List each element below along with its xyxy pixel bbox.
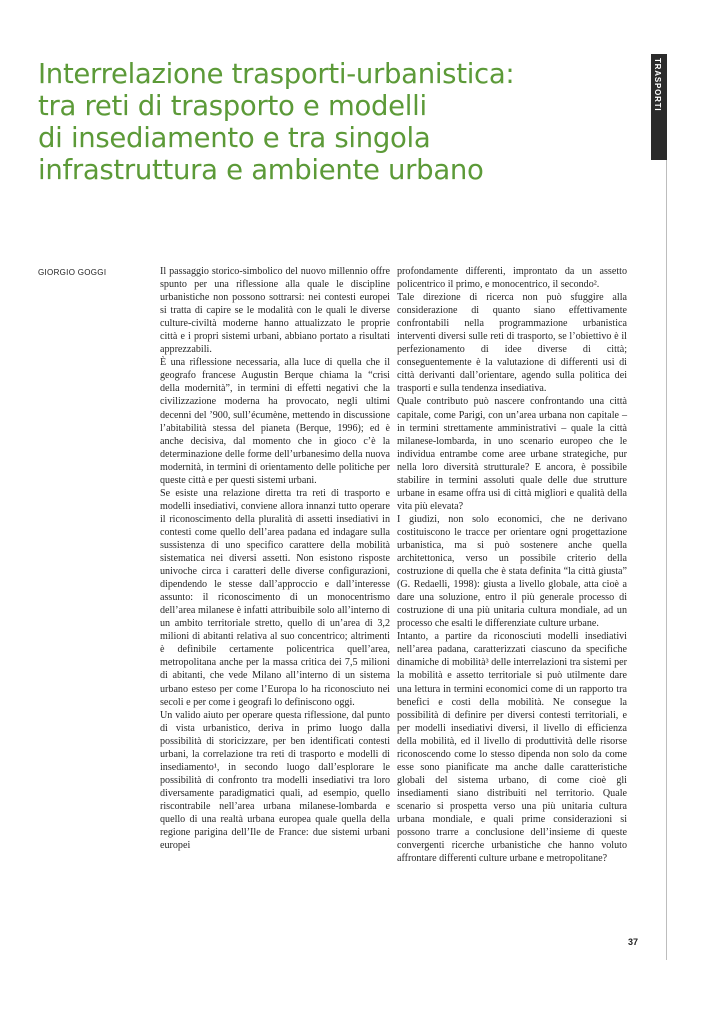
author-name: GIORGIO GOGGI	[38, 268, 107, 277]
page-number: 37	[628, 937, 639, 947]
paragraph: Quale contributo può nascere confrontando una città capitale, come Parigi, con un’area urbana non capitale – in termini strettamente amministrativi – quale la città milanese-lombarda, in uno scenario europeo che le individua entrambe come aree urbane strategiche, pur nella loro diversità strutturale? E ancora, è possibile stabilire in termini assoluti quale delle due strutture urbane in esame offra usi di città migliori e qualità della vita più elevata?	[397, 396, 627, 512]
text-column-left	[160, 265, 390, 852]
paragraph: Se esiste una relazione diretta tra reti di trasporto e modelli insediativi, conviene allora innanzi tutto operare il riconoscimento della pluralità di assetti insediativi in contesti come quello dell’area padana ed indagare sulla sussistenza di uno specifico carattere della mobilità sistematica nei diversi assetti. Non esistono risposte univoche circa i caratteri delle diverse configurazioni, dipendendo le stesse dall’approccio e dall’interesse assunto: il riconoscimento di un monocentrismo dell’area milanese è infatti attribuibile solo all’interno di un ambito territoriale stretto, quello di un’area di 3,2 milioni di abitanti relativa al suo concentrico; altrimenti è definibile certamente policentrica quell’area, metropolitana anche per la massa critica dei 7,5 milioni di abitanti, che vede Milano all’interno di un sistema urbano esteso per come l’Europa lo ha riconosciuto nei secoli e per come i geografi lo definiscono oggi.	[160, 487, 390, 708]
page-edge-divider	[666, 160, 667, 960]
title-line: infrastruttura e ambiente urbano	[38, 154, 484, 186]
text-column-right	[397, 265, 627, 865]
paragraph: I giudizi, non solo economici, che ne derivano costituiscono le tracce per orientare ogni progettazione urbanistica, ma si può sostenere anche quella architettonica, verso un possibile criterio della costruzione di quella che è stata definita “la città giusta” (G. Redaelli, 1998): giusta a livello globale, atta cioè a dare una soluzione, entro il più generale processo di costruzione di una più unitaria cultura mondiale, ad un processo che esalti le differenziate culture urbane.	[397, 513, 627, 630]
article-title	[38, 58, 618, 186]
title-line: di insediamento e tra singola	[38, 122, 431, 154]
paragraph: Intanto, a partire da riconosciuti modelli insediativi nell’area padana, caratterizzati ciascuno da specifiche dinamiche di mobilità³ delle interrelazioni tra sistemi per la mobilità e assetto territoriale si può utilmente dare una lettura in termini economici come di un rapporto tra benefici e costi della mobilità. Ne consegue la possibilità di definire per diversi contesti territoriali, e per modelli insediativi diversi, il livello di efficienza della mobilità, ed il livello di produttività delle risorse riconoscendo come lo stesso dipenda non solo da come esse sono pianificate ma anche dalle caratteristiche globali del sistema urbano, di come cioè gli insediamenti siano distribuiti nel territorio. Quale scenario si prospetta verso una più unitaria cultura urbana mondiale, e quali prime considerazioni si possono trarre a conclusione dell’insieme di queste convergenti ricerche urbanistiche che hanno voluto affrontare differenti culture urbane e metropolitane?	[397, 631, 627, 865]
paragraph: È una riflessione necessaria, alla luce di quella che il geografo francese Augustin Berque chiama la “crisi della modernità”, in termini di effetti negativi che la civilizzazione moderna ha provocato, negli ultimi decenni del ’900, sull’écumène, mettendo in discussione l’abitabilità stessa del pianeta (Berque, 1996); ed è anche decisiva, dal momento che in gioco c’è la determinazione delle forme dell’urbanesimo della nuova modernità, in termini di orientamento delle politiche per queste città e per questi sistemi urbani.	[160, 357, 390, 486]
section-tab	[651, 54, 667, 160]
paragraph: profondamente differenti, improntato da un assetto policentrico il primo, e monocentrico, il secondo².	[397, 266, 627, 291]
title-line: Interrelazione trasporti-urbanistica:	[38, 58, 515, 90]
section-tab-label: TRASPORTI	[653, 58, 662, 112]
paragraph: Tale direzione di ricerca non può sfuggire alla considerazione di quanto siano effettivamente confrontabili nella programmazione urbanistica interventi diversi sulle reti di trasporto, se l’obiettivo è il perfezionamento di idee diverse di città; conseguentemente è la valutazione di differenti usi di città derivanti dall’orientare, agendo sulla politica dei trasporti e sulla tendenza insediativa.	[397, 292, 627, 395]
paragraph: Un valido aiuto per operare questa riflessione, dal punto di vista urbanistico, deriva in primo luogo dalla possibilità di storicizzare, per ben identificati contesti urbani, la correlazione tra reti di trasporto e modelli di insediamento¹, in secondo luogo dall’esplorare le possibilità di confronto tra modelli insediativi tra loro diversamente paradigmatici quali, ad esempio, quello riscontrabile nell’area urbana milanese-lombarda e quello di una realtà urbana europea quale quella della regione parigina dell’Ile de France: due sistemi urbani europei	[160, 709, 390, 852]
paragraph: Il passaggio storico-simbolico del nuovo millennio offre spunto per una riflessione alla quale le discipline urbanistiche non possono sottrarsi: nei contesti europei si tratta di capire se le modalità con le quali le diverse culture-civiltà moderne hanno attualizzato le proprie città e i propri sistemi urbani, abbiano portato a risultati apprezzabili.	[160, 266, 390, 356]
title-line: tra reti di trasporto e modelli	[38, 90, 427, 122]
